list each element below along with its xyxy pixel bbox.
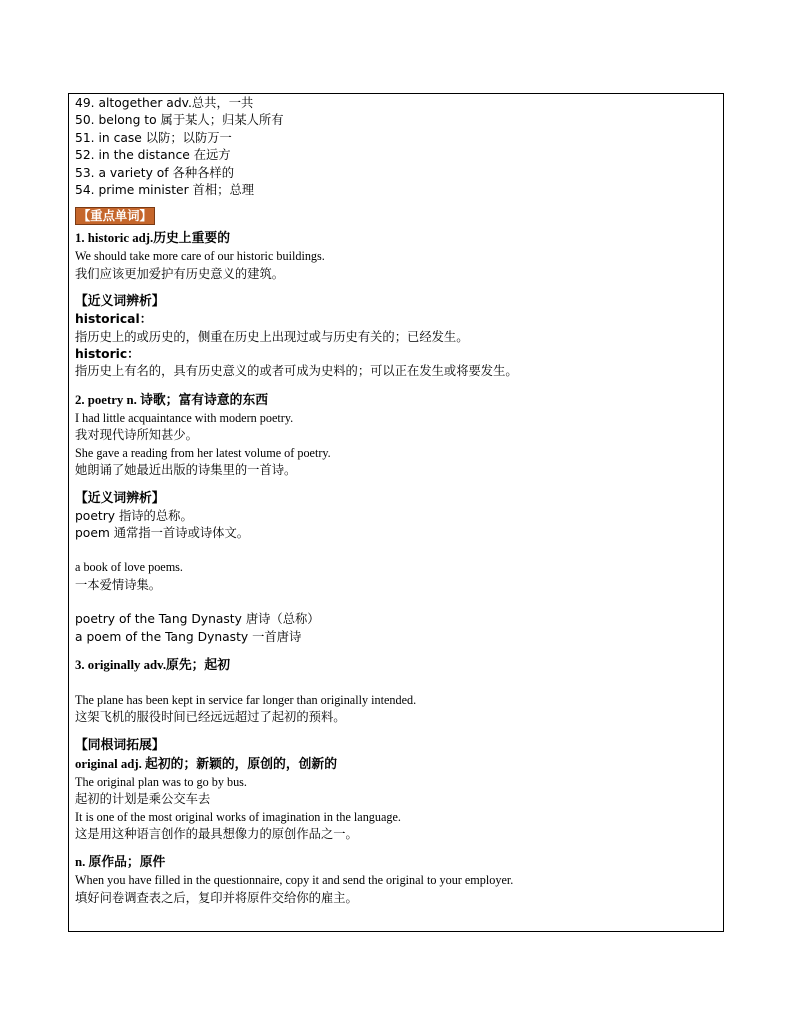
entry-2-head-en: 2. poetry n. (75, 392, 137, 407)
entry-1-term-historical-desc: 指历史上的或历史的，侧重在历史上出现过或与历史有关的；已经发生。 (75, 329, 469, 344)
entry-1-term-historical: historical： (75, 312, 152, 327)
entry-3-adj-head-en: original adj. (75, 756, 146, 771)
entry-2-example-5: a poem of the Tang Dynasty 一首唐诗 (75, 629, 302, 644)
entry-3-adj-example-2-zh: 这是用这种语言创作的最具想像力的原创作品之一。 (75, 826, 358, 841)
entry-3-noun-example-en: When you have filled in the questionnaire, copy it and send the original to your employer. (75, 873, 514, 888)
entry-1-term-historic-desc: 指历史上有名的，具有历史意义的或者可成为史料的；可以正在发生或将要发生。 (75, 364, 518, 379)
entry-3-example-zh: 这架飞机的服役时间已经远远超过了起初的预料。 (75, 710, 346, 725)
entry-2-poem-desc: poem 通常指一首诗或诗体文。 (75, 525, 250, 540)
entry-3-adj-heading (75, 755, 717, 774)
entry-3-head-zh: 原先；起初 (166, 657, 230, 673)
entry-2-example-3-zh: 一本爱情诗集。 (75, 577, 162, 592)
entry-3-noun-heading (75, 853, 717, 872)
entry-3-noun-head-zh: 原作品；原件 (88, 855, 166, 871)
entry-1-term-historic: historic： (75, 347, 140, 362)
entry-3-adj-example-1-zh: 起初的计划是乘公交车去 (75, 792, 211, 807)
entry-1-example-zh: 我们应该更加爱护有历史意义的建筑。 (75, 266, 285, 281)
entry-3-adj-head-zh: 起初的；新颖的，原创的，创新的 (145, 756, 337, 772)
entry-3-noun-example-zh: 填好问卷调查表之后，复印并将原件交给你的雇主。 (75, 890, 358, 905)
entry-2-poetry-desc: poetry 指诗的总称。 (75, 508, 193, 523)
entry-2-heading (75, 391, 717, 410)
document-frame (68, 93, 724, 932)
entry-1-analysis-title: 【近义词辨析】 (75, 294, 165, 310)
entry-3-adj-example-2-en: It is one of the most original works of imagination in the language. (75, 809, 401, 824)
entry-3-head-en: 3. originally adv. (75, 657, 167, 672)
entry-2-example-3-en: a book of love poems. (75, 560, 183, 575)
entry-3-noun-head-en: n. (75, 855, 89, 870)
vocab-item-51: 51. in case 以防；以防万一 (75, 130, 232, 145)
entry-1-head-zh: 历史上重要的 (153, 231, 230, 247)
entry-2-example-4: poetry of the Tang Dynasty 唐诗（总称） (75, 612, 320, 627)
vocab-item-50: 50. belong to 属于某人；归某人所有 (75, 113, 284, 128)
vocab-item-52: 52. in the distance 在远方 (75, 148, 231, 163)
entry-2-head-zh: 诗歌；富有诗意的东西 (140, 392, 269, 408)
entry-2-example-2-en: She gave a reading from her latest volume of poetry. (75, 445, 331, 460)
entry-2-example-1-zh: 我对现代诗所知甚少。 (75, 428, 198, 443)
entry-3-example-en: The plane has been kept in service far longer than originally intended. (75, 692, 417, 707)
entry-1-heading (75, 229, 717, 248)
entry-3-extension-title: 【同根词拓展】 (75, 737, 165, 753)
entry-1-example-en: We should take more care of our historic buildings. (75, 249, 325, 264)
entry-2-example-2-zh: 她朗诵了她最近出版的诗集里的一首诗。 (75, 463, 297, 478)
entry-3-adj-example-1-en: The original plan was to go by bus. (75, 774, 247, 789)
vocab-item-54: 54. prime minister 首相；总理 (75, 183, 255, 198)
key-words-badge: 【重点单词】 (75, 207, 155, 225)
entry-2-analysis-title: 【近义词辨析】 (75, 490, 165, 506)
vocab-item-49: 49. altogether adv.总共，一共 (75, 96, 254, 110)
entry-3-heading (75, 656, 717, 675)
entry-2-example-1-en: I had little acquaintance with modern poetry. (75, 410, 294, 425)
entry-1-head-en: 1. historic adj. (75, 231, 154, 246)
vocab-item-53: 53. a variety of 各种各样的 (75, 165, 235, 180)
